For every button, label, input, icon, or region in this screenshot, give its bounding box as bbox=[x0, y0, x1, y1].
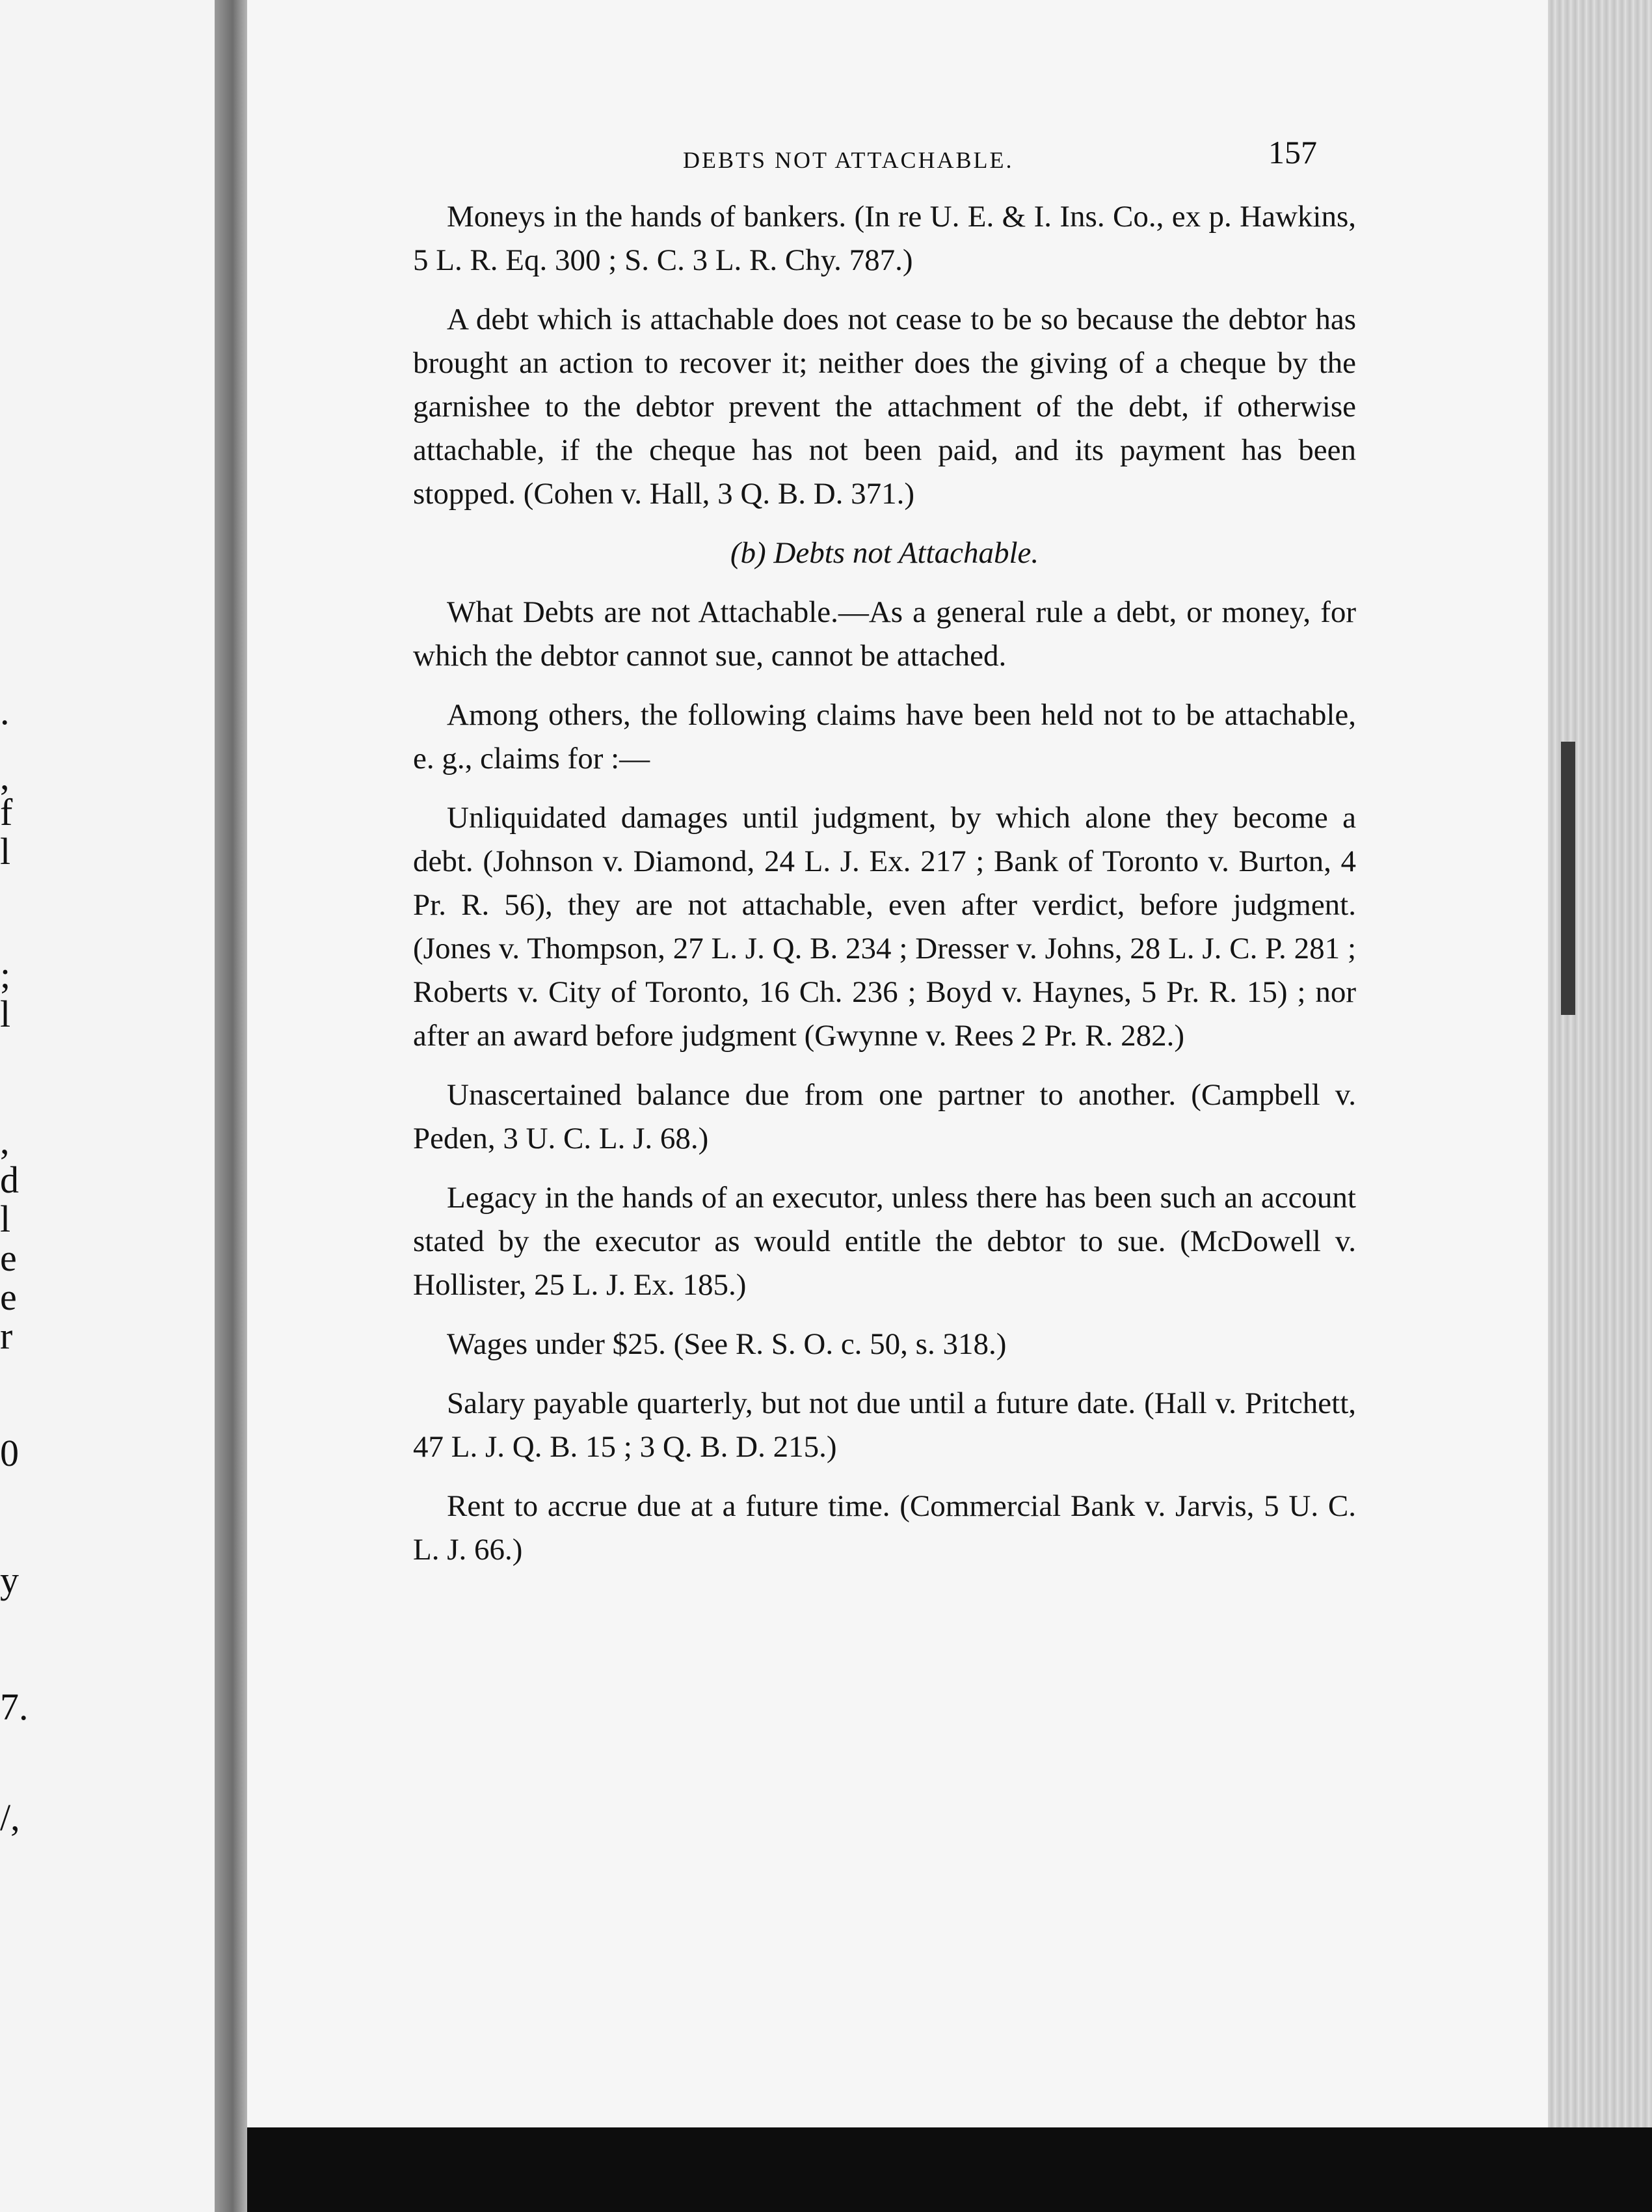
paragraph: Unliquidated damages until judgment, by which alone they become a debt. (Johnson v. Diamond, 24 L. J. Ex. 217 ; Bank of Toronto v. Burton, 4 Pr. R. 56), they are not attachable, even after verdict, before judgment. (Jones v. Thompson, 27 L. J. Q. B. 234 ; Dresser v. Johns, 28 L. J. C. P. 281 ; Roberts v. City of Toronto, 16 Ch. 236 ; Boyd v. Haynes, 5 Pr. R. 15) ; nor after an award before judgment (Gwynne v. Rees 2 Pr. R. 282.) bbox=[413, 801, 1356, 1053]
page-body bbox=[413, 195, 1356, 1587]
book-gutter bbox=[215, 0, 247, 2212]
paragraph: A debt which is attachable does not cease to be so because the debtor has brought an action to recover it; neither does the giving of a cheque by the garnishee to the debtor prevent the attachment of the debt, if otherwise attachable, if the cheque has not been paid, and its payment has been stopped. (Cohen v. Hall, 3 Q. B. D. 371.) bbox=[413, 303, 1356, 511]
margin-fragment: l bbox=[0, 993, 11, 1035]
margin-fragment: y bbox=[0, 1559, 19, 1601]
paragraph: Rent to accrue due at a future time. (Commercial Bank v. Jarvis, 5 U. C. L. J. 66.) bbox=[413, 1489, 1356, 1567]
margin-fragment: d bbox=[0, 1159, 19, 1201]
paragraph: Unascertained balance due from one partner to another. (Campbell v. Peden, 3 U. C. L. J. 68.) bbox=[413, 1078, 1356, 1155]
margin-fragment: 0 bbox=[0, 1432, 19, 1474]
margin-fragment: ; bbox=[0, 954, 11, 996]
margin-fragment: e bbox=[0, 1237, 17, 1279]
paragraph: What Debts are not Attachable.—As a general rule a debt, or money, for which the debtor cannot sue, cannot be attached. bbox=[413, 595, 1356, 673]
margin-fragment: l bbox=[0, 830, 11, 872]
paragraph: Legacy in the hands of an executor, unless there has been such an account stated by the executor as would entitle the debtor to sue. (McDowell v. Hollister, 25 L. J. Ex. 185.) bbox=[413, 1181, 1356, 1302]
margin-fragment: f bbox=[0, 791, 13, 833]
page-number: 157 bbox=[1268, 134, 1317, 170]
previous-page-edge bbox=[0, 0, 215, 2212]
paragraph: Wages under $25. (See R. S. O. c. 50, s. 318.) bbox=[447, 1327, 1007, 1361]
margin-fragment: r bbox=[0, 1315, 13, 1357]
margin-fragment: l bbox=[0, 1198, 11, 1240]
paragraph: Among others, the following claims have been held not to be attachable, e. g., claims for :— bbox=[413, 698, 1356, 776]
margin-fragment: , bbox=[0, 1120, 10, 1162]
margin-fragment: , bbox=[0, 755, 10, 798]
section-subheading: (b) Debts not Attachable. bbox=[730, 536, 1039, 570]
margin-fragment: . bbox=[0, 690, 10, 733]
paragraph: Salary payable quarterly, but not due until a future date. (Hall v. Pritchett, 47 L. J. Q. B. 15 ; 3 Q. B. D. 215.) bbox=[413, 1386, 1356, 1464]
edge-shadow bbox=[1561, 742, 1575, 1015]
paragraph: Moneys in the hands of bankers. (In re U. E. & I. Ins. Co., ex p. Hawkins, 5 L. R. Eq. 300 ; S. C. 3 L. R. Chy. 787.) bbox=[413, 200, 1356, 277]
scan-background bbox=[247, 2127, 1652, 2212]
margin-fragment: e bbox=[0, 1276, 17, 1318]
running-head: DEBTS NOT ATTACHABLE. bbox=[683, 147, 1014, 173]
margin-fragment: /, bbox=[0, 1796, 20, 1839]
page-edges bbox=[1548, 0, 1652, 2147]
margin-fragment: 7. bbox=[0, 1686, 29, 1728]
